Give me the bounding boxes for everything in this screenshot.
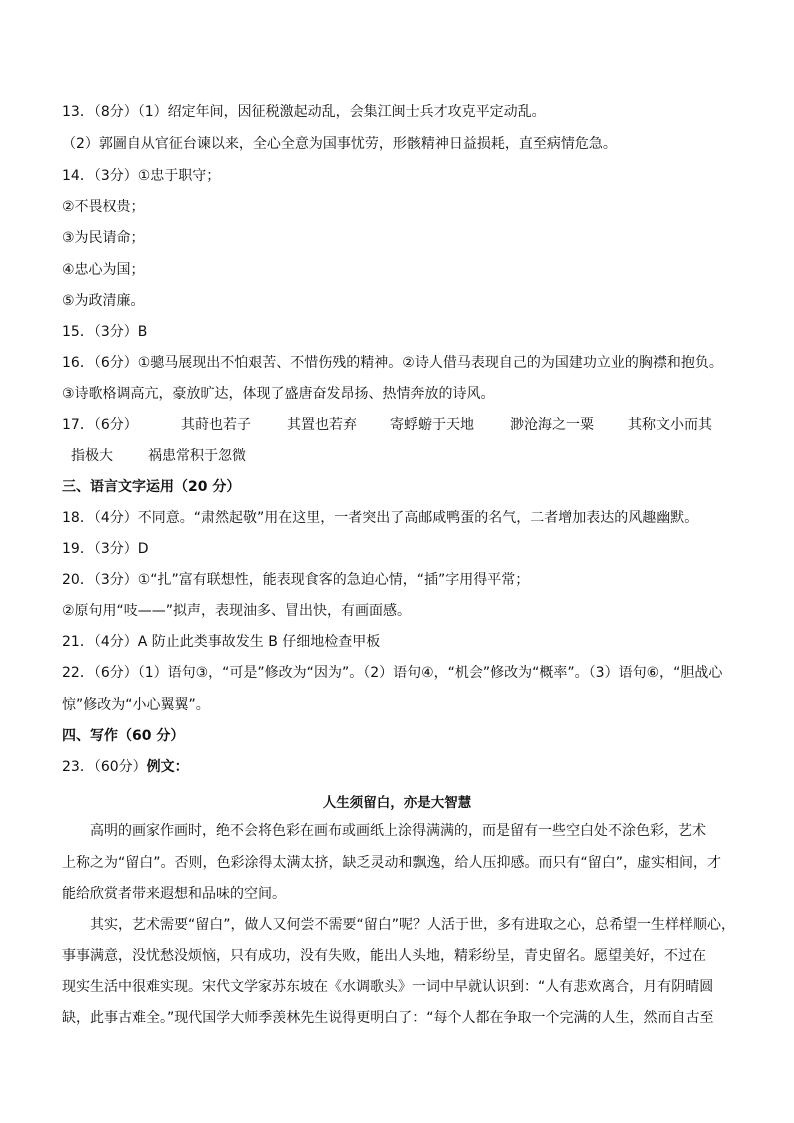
q23-head — [62, 759, 189, 775]
q17-line1 — [0, 417, 794, 435]
q16-line2: ③诗歌格调高亢，豪放旷达，体现了盛唐奋发昂扬、热情奔放的诗风。 — [62, 386, 495, 402]
q17-answer-2: 其置也若弃 — [287, 417, 357, 433]
q16-line1: 16．（6分）①骢马展现出不怕艰苦、不惜伤残的精神。②诗人借马表现自己的为国建功立业的胸襟和抱负。 — [62, 355, 723, 371]
q17-line2 — [0, 448, 794, 466]
q14-head: 14．（3分）①忠于职守； — [62, 168, 221, 184]
q14-item-2: ②不畏权贵； — [62, 199, 145, 215]
q13-line1: 13．（8分）（1）绍定年间，因征税激起动乱，会集江闽士兵才攻克平定动乱。 — [62, 104, 546, 120]
essay-p2-line1: 其实，艺术需要“留白”，做人又何尝不需要“留白”呢？人活于世，多有进取之心，总希望一生样样顺心， — [90, 917, 736, 933]
q23-example-label: 例文： — [146, 759, 189, 775]
q20-line1: 20．（3分）①“扎”富有联想性，能表现食客的急迫心情，“插”字用得平常； — [62, 572, 530, 588]
essay-title: 人生须留白，亦是大智慧 — [322, 795, 472, 811]
q17-answer-4: 渺沧海之一粟 — [510, 417, 594, 433]
q14-item-4: ④忠心为国； — [62, 262, 145, 278]
q15-answer: 15．（3分）B — [62, 324, 148, 340]
q17-head: 17．（6分） — [62, 417, 138, 433]
q22-line2: 惊”修改为“小心翼翼”。 — [62, 697, 210, 713]
q20-line2: ②原句用“吱——”拟声，表现油多、冒出快，有画面感。 — [62, 603, 412, 619]
q17-answer-5: 其称文小而其 — [628, 417, 712, 433]
essay-p2-line2: 事事满意，没忧愁没烦恼，只有成功，没有失败，能出人头地，精彩纷呈，青史留名。愿望美好，不过在 — [62, 948, 706, 964]
q19-answer: 19．（3分）D — [62, 541, 149, 557]
essay-p1-line2: 上称之为“留白”。否则，色彩涂得太满太挤，缺乏灵动和飘逸，给人压抑感。而只有“留白”，虚实相间，才 — [62, 855, 722, 871]
essay-p2-line3: 现实生活中很难实现。宋代文学家苏东坡在《水调歌头》一词中早就认识到：“人有悲欢离合，月有阴晴圆 — [62, 979, 714, 995]
q14-item-5: ⑤为政清廉。 — [62, 293, 145, 309]
q22-line1: 22．（6分）（1）语句③，“可是”修改为“因为”。（2）语句④，“机会”修改为“概率”。（3）语句⑥，“胆战心 — [62, 665, 723, 681]
q23-number: 23．（60分） — [62, 759, 147, 775]
q14-item-3: ③为民请命； — [62, 230, 145, 246]
section-3-heading: 三、语言文字运用（20 分） — [62, 479, 241, 495]
q18-answer: 18．（4分）不同意。“肃然起敬”用在这里，一者突出了高邮咸鸭蛋的名气，二者增加表达的风趣幽默。 — [62, 510, 699, 526]
q13-line2: （2）郭圖自从官征台谏以来，全心全意为国事忧劳，形骸精神日益损耗，直至病情危急。 — [62, 136, 617, 152]
q21-answer: 21．（4分）A 防止此类事故发生 B 仔细地检查甲板 — [62, 634, 381, 650]
q17-answer-3: 寄蜉蝣于天地 — [390, 417, 474, 433]
essay-p1-line3: 能给欣赏者带来遐想和品味的空间。 — [62, 886, 286, 902]
q17-answer-7: 祸患常积于忽微 — [148, 448, 246, 464]
q17-answer-1: 其莳也若子 — [181, 417, 251, 433]
essay-p1-line1: 高明的画家作画时，绝不会将色彩在画布或画纸上涂得满满的，而是留有一些空白处不涂色彩，艺术 — [90, 823, 706, 839]
essay-p2-line4: 缺，此事古难全。”现代国学大师季羡林先生说得更明白了：“每个人都在争取一个完满的人生，然而自古至 — [62, 1010, 714, 1026]
section-4-heading: 四、写作（60 分） — [62, 728, 185, 744]
q17-answer-6: 指极大 — [71, 448, 113, 464]
